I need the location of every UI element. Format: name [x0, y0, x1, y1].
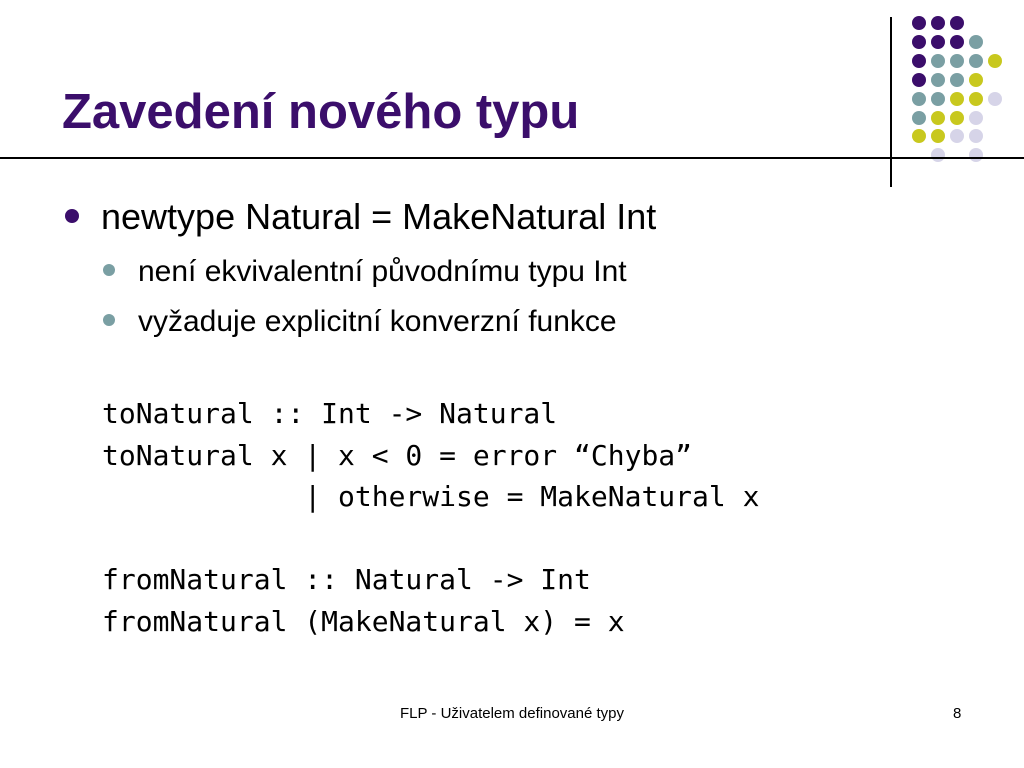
decorative-dot [950, 129, 964, 143]
decorative-dot [931, 73, 945, 87]
decorative-dot [950, 54, 964, 68]
decorative-dot [931, 35, 945, 49]
decorative-dot [912, 16, 926, 30]
decorative-dot [931, 111, 945, 125]
decorative-dot [950, 35, 964, 49]
page-number: 8 [953, 705, 962, 722]
bullet-level1 [65, 196, 656, 238]
decorative-dot [950, 111, 964, 125]
decorative-dot [912, 73, 926, 87]
bullet-dot-icon [65, 209, 79, 223]
bullet-dot-icon [103, 314, 115, 326]
decorative-dot [969, 111, 983, 125]
decorative-dot [988, 92, 1002, 106]
code-block: toNatural :: Int -> Natural toNatural x | x < 0 = error “Chyba” | otherwise = MakeNatural x fromNatural :: Natural -> Int fromNatural (MakeNatural x) = x [102, 397, 760, 638]
slide-title: Zavedení nového typu [62, 85, 580, 139]
decorative-dot [969, 129, 983, 143]
bullet-text-sub1: není ekvivalentní původnímu typu Int [138, 255, 627, 288]
bullet-text-sub2: vyžaduje explicitní konverzní funkce [138, 305, 617, 338]
decorative-dot [988, 54, 1002, 68]
bullet-level2 [103, 255, 627, 289]
decorative-dot [912, 129, 926, 143]
decorative-dot [950, 16, 964, 30]
decorative-dot [912, 111, 926, 125]
bullet-text-main: newtype Natural = MakeNatural Int [101, 196, 657, 237]
decorative-dot [912, 92, 926, 106]
bullet-level2 [103, 305, 617, 339]
title-divider-line [0, 157, 1024, 159]
decorative-dot [912, 35, 926, 49]
decorative-dot [912, 54, 926, 68]
decorative-dot [969, 54, 983, 68]
decorative-dot [931, 92, 945, 106]
decorative-dot [969, 92, 983, 106]
decorative-dot [950, 92, 964, 106]
decorative-dot [969, 73, 983, 87]
decorative-dot [931, 54, 945, 68]
vertical-accent-line [890, 17, 892, 187]
decorative-dot [931, 16, 945, 30]
decorative-dot [931, 129, 945, 143]
decorative-dot [950, 73, 964, 87]
bullet-dot-icon [103, 264, 115, 276]
slide-footer [0, 705, 1024, 722]
footer-text: FLP - Uživatelem definované typy [400, 705, 624, 722]
decorative-dot [931, 148, 945, 162]
decorative-dot [969, 35, 983, 49]
decorative-dot [969, 148, 983, 162]
